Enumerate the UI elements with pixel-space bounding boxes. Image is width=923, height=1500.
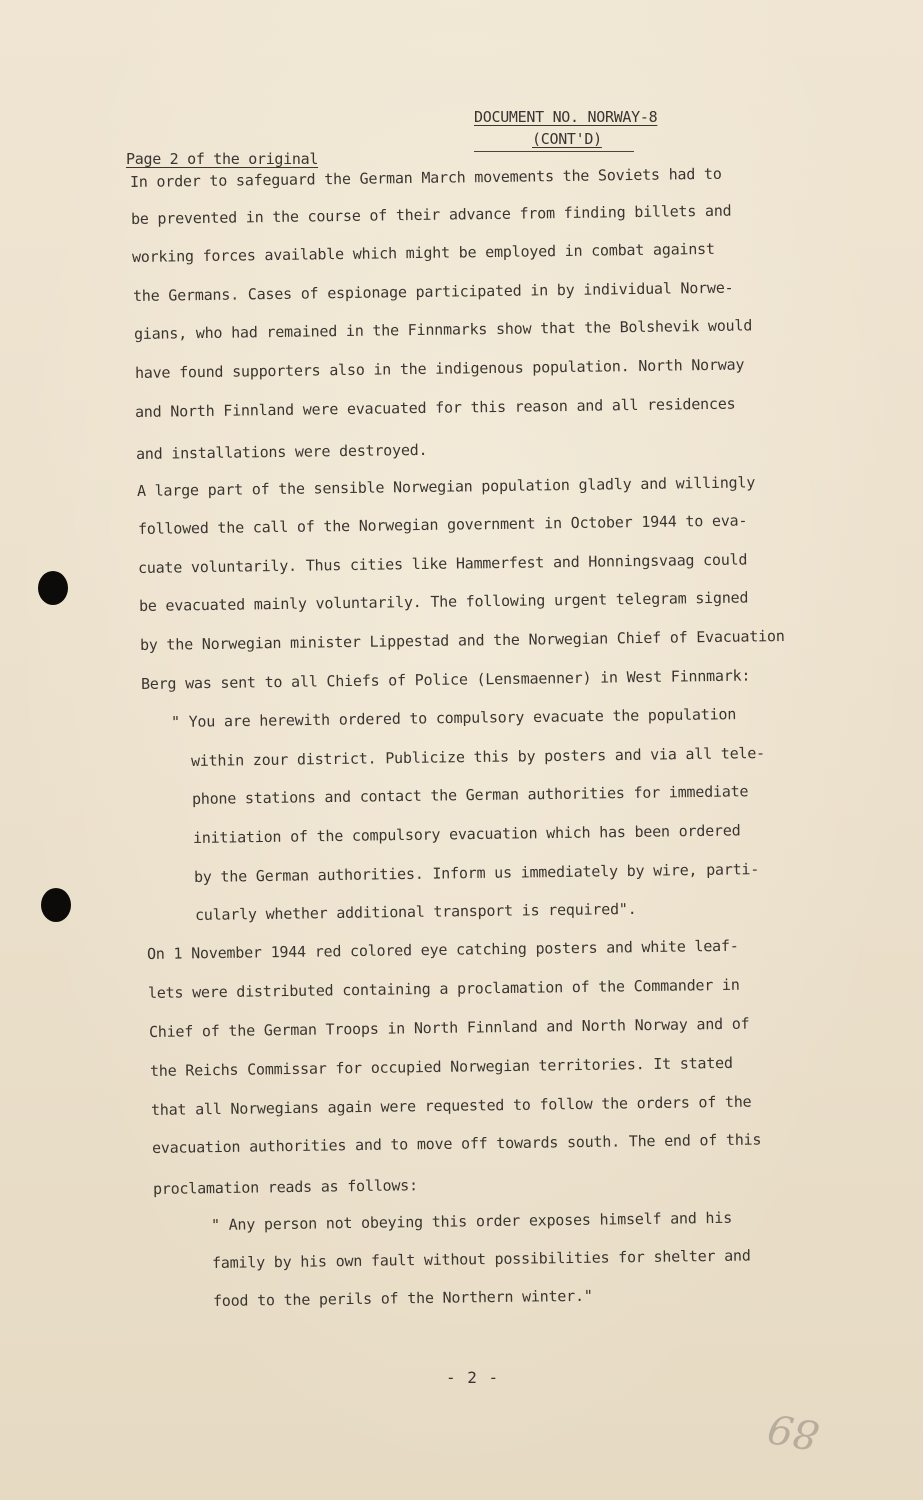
body-line: family by his own fault without possibilities for shelter and	[211, 1246, 751, 1272]
document-header	[474, 106, 657, 150]
punch-hole-upper	[38, 571, 68, 605]
body-line: and North Finnland were evacuated for this reason and all residences	[134, 394, 736, 421]
page-reference: Page 2 of the original	[126, 150, 319, 168]
body-line: be evacuated mainly voluntarily. The following urgent telegram signed	[138, 588, 749, 615]
body-line: initiation of the compulsory evacuation which has been ordered	[192, 821, 741, 847]
body-line: proclamation reads as follows:	[152, 1176, 419, 1198]
body-line: working forces available which might be employed in combat against	[131, 239, 715, 266]
body-line: within zour district. Publicize this by posters and via all tele-	[190, 743, 766, 770]
document-number: DOCUMENT NO. NORWAY-8	[474, 108, 658, 126]
page-number: - 2 -	[446, 1368, 500, 1387]
body-line: Berg was sent to all Chiefs of Police (Lensmaenner) in West Finnmark:	[140, 666, 751, 693]
body-line: be prevented in the course of their advance from finding billets and	[130, 201, 732, 228]
body-line: cularly whether additional transport is required".	[194, 899, 637, 924]
body-line: A large part of the sensible Norwegian population gladly and willingly	[136, 473, 756, 500]
header-rule	[474, 151, 634, 152]
body-line: and installations were destroyed.	[135, 440, 428, 463]
body-line: In order to safeguard the German March movements the Soviets had to	[129, 164, 722, 191]
body-line: " You are herewith ordered to compulsory evacuate the population	[170, 705, 737, 731]
body-line: have found supporters also in the indigenous population. North Norway	[134, 355, 745, 382]
body-line: food to the perils of the Northern winter."	[212, 1286, 593, 1310]
archive-stamp-number: 89	[764, 1403, 823, 1459]
body-line: followed the call of the Norwegian government in October 1944 to eva-	[137, 511, 748, 538]
body-line: the Reichs Commissar for occupied Norwegian territories. It stated	[149, 1053, 733, 1080]
body-line: " Any person not obeying this order exposes himself and his	[210, 1208, 733, 1234]
body-line: phone stations and contact the German authorities for immediate	[191, 782, 749, 808]
body-line: cuate voluntarily. Thus cities like Hammerfest and Honningsvaag could	[137, 550, 748, 577]
body-line: by the Norwegian minister Lippestad and the Norwegian Chief of Evacuation	[139, 627, 785, 654]
body-line: lets were distributed containing a proclamation of the Commander in	[147, 975, 740, 1002]
continued-label: (CONT'D)	[532, 130, 602, 148]
body-line: by the German authorities. Inform us immediately by wire, parti-	[193, 860, 760, 886]
body-line: Chief of the German Troops in North Finnland and North Norway and of	[148, 1014, 750, 1041]
punch-hole-lower	[41, 888, 71, 922]
body-line: the Germans. Cases of espionage participated in by individual Norwe-	[132, 278, 734, 305]
body-line: gians, who had remained in the Finnmarks show that the Bolshevik would	[133, 316, 753, 343]
body-line: evacuation authorities and to move off towards south. The end of this	[151, 1130, 762, 1157]
body-line: On 1 November 1944 red colored eye catching posters and white leaf-	[146, 936, 739, 963]
body-line: that all Norwegians again were requested to follow the orders of the	[150, 1092, 752, 1119]
